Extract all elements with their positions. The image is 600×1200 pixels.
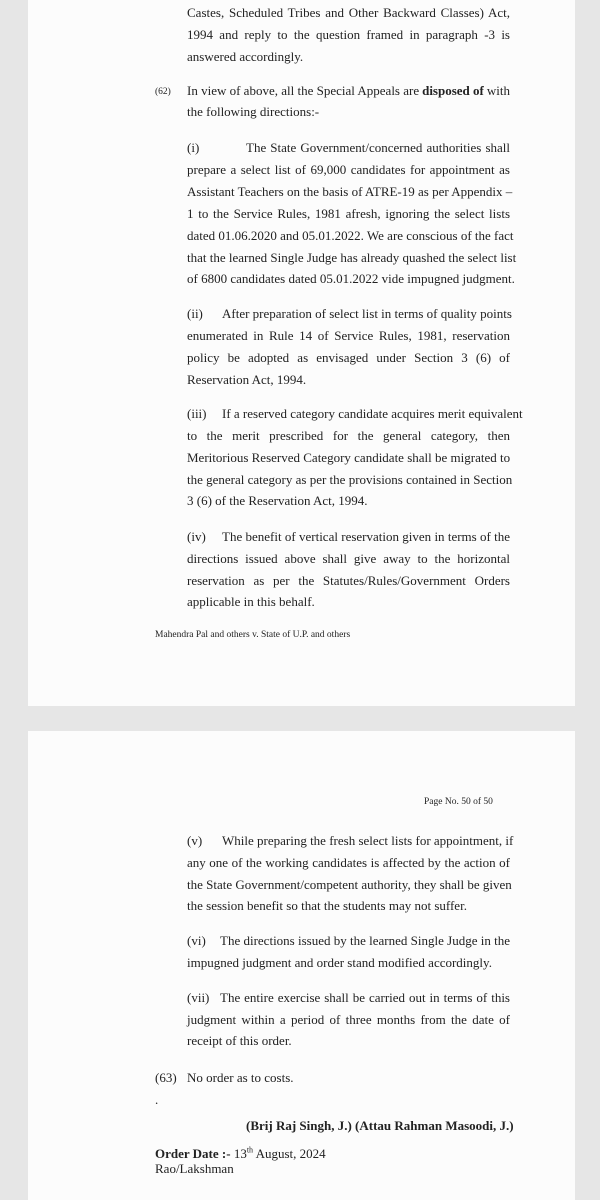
judges-signatures: (Brij Raj Singh, J.) (Attau Rahman Masoodi, J.) bbox=[246, 1118, 514, 1133]
direction-vii-line-2: judgment within a period of three months from the date of bbox=[187, 1012, 510, 1027]
order-date-day: 13 bbox=[233, 1146, 247, 1161]
para-62-number: (62) bbox=[155, 87, 171, 97]
order-date-sup: th bbox=[246, 1145, 254, 1155]
direction-i-label: (i) bbox=[187, 140, 200, 155]
direction-iii-line-4: the general category as per the provisions contained in Section bbox=[187, 472, 513, 487]
document-page-2 bbox=[28, 731, 575, 1200]
para-62-text: In view of above, all the Special Appeals are bbox=[187, 83, 420, 98]
direction-i-line-7: of 6800 candidates dated 05.01.2022 vide impugned judgment. bbox=[187, 271, 515, 286]
document-page-1 bbox=[28, 0, 575, 706]
order-date bbox=[155, 1146, 326, 1162]
direction-ii-label: (ii) bbox=[187, 306, 203, 321]
direction-vii-line-3: receipt of this order. bbox=[187, 1033, 292, 1048]
para-62-line-1 bbox=[187, 83, 510, 99]
direction-v-line-1: While preparing the fresh select lists for appointment, if bbox=[222, 833, 514, 848]
direction-v-line-4: the session benefit so that the students may not suffer. bbox=[187, 898, 467, 913]
direction-vi-line-2: impugned judgment and order stand modified accordingly. bbox=[187, 955, 492, 970]
intro-line-2: 1994 and reply to the question framed in paragraph -3 is bbox=[187, 27, 510, 42]
direction-iv-line-2: directions issued above shall give away to the horizontal bbox=[187, 551, 510, 566]
direction-ii-line-4: Reservation Act, 1994. bbox=[187, 372, 307, 387]
direction-ii-line-1: After preparation of select list in terms of quality points bbox=[222, 306, 512, 321]
direction-i-line-1: The State Government/concerned authorities shall bbox=[246, 140, 510, 155]
direction-i-line-2: prepare a select list of 69,000 candidates for appointment as bbox=[187, 162, 510, 177]
para-63-text: No order as to costs. bbox=[187, 1070, 294, 1085]
para-62-line-2: the following directions:- bbox=[187, 104, 320, 119]
order-date-month-year: August, 2024 bbox=[255, 1146, 326, 1161]
direction-i-line-4: 1 to the Service Rules, 1981 afresh, ignoring the select lists bbox=[187, 206, 510, 221]
direction-iii-line-2: to the merit prescribed for the general category, then bbox=[187, 428, 510, 443]
direction-iv-line-4: applicable in this behalf. bbox=[187, 594, 315, 609]
direction-vi-line-1: The directions issued by the learned Single Judge in the bbox=[220, 933, 510, 948]
direction-iv-label: (iv) bbox=[187, 529, 206, 544]
intro-line-3: answered accordingly. bbox=[187, 49, 304, 64]
direction-v-label: (v) bbox=[187, 833, 203, 848]
para-62-bold: disposed of bbox=[422, 83, 484, 98]
intro-line-1: Castes, Scheduled Tribes and Other Backward Classes) Act, bbox=[187, 5, 510, 20]
order-date-label: Order Date :- bbox=[155, 1146, 231, 1161]
stray-dot: . bbox=[155, 1092, 159, 1107]
direction-iv-line-3: reservation as per the Statutes/Rules/Government Orders bbox=[187, 573, 510, 588]
direction-i-line-6: that the learned Single Judge has already quashed the select list bbox=[187, 250, 517, 265]
direction-vii-line-1: The entire exercise shall be carried out in terms of this bbox=[220, 990, 510, 1005]
direction-vi-label: (vi) bbox=[187, 933, 206, 948]
page-number: Page No. 50 of 50 bbox=[424, 797, 493, 807]
direction-iv-line-1: The benefit of vertical reservation given in terms of the bbox=[222, 529, 510, 544]
direction-iii-line-5: 3 (6) of the Reservation Act, 1994. bbox=[187, 493, 368, 508]
para-62-suffix: with bbox=[486, 83, 510, 98]
direction-iii-line-1: If a reserved category candidate acquires merit equivalent bbox=[222, 406, 523, 421]
direction-v-line-3: the State Government/competent authority, they shall be given bbox=[187, 877, 512, 892]
direction-iii-label: (iii) bbox=[187, 406, 207, 421]
direction-i-line-5: dated 01.06.2020 and 05.01.2022. We are conscious of the fact bbox=[187, 228, 514, 243]
case-title-footer: Mahendra Pal and others v. State of U.P. and others bbox=[155, 630, 351, 640]
para-63-number: (63) bbox=[155, 1070, 177, 1085]
direction-v-line-2: any one of the working candidates is affected by the action of bbox=[187, 855, 510, 870]
direction-vii-label: (vii) bbox=[187, 990, 210, 1005]
direction-ii-line-2: enumerated in Rule 14 of Service Rules, 1981, reservation bbox=[187, 328, 510, 343]
direction-ii-line-3: policy be adopted as envisaged under Section 3 (6) of bbox=[187, 350, 510, 365]
direction-i-line-3: Assistant Teachers on the basis of ATRE-19 as per Appendix – bbox=[187, 184, 513, 199]
direction-iii-line-3: Meritorious Reserved Category candidate shall be migrated to bbox=[187, 450, 511, 465]
staff-initials: Rao/Lakshman bbox=[155, 1161, 234, 1176]
